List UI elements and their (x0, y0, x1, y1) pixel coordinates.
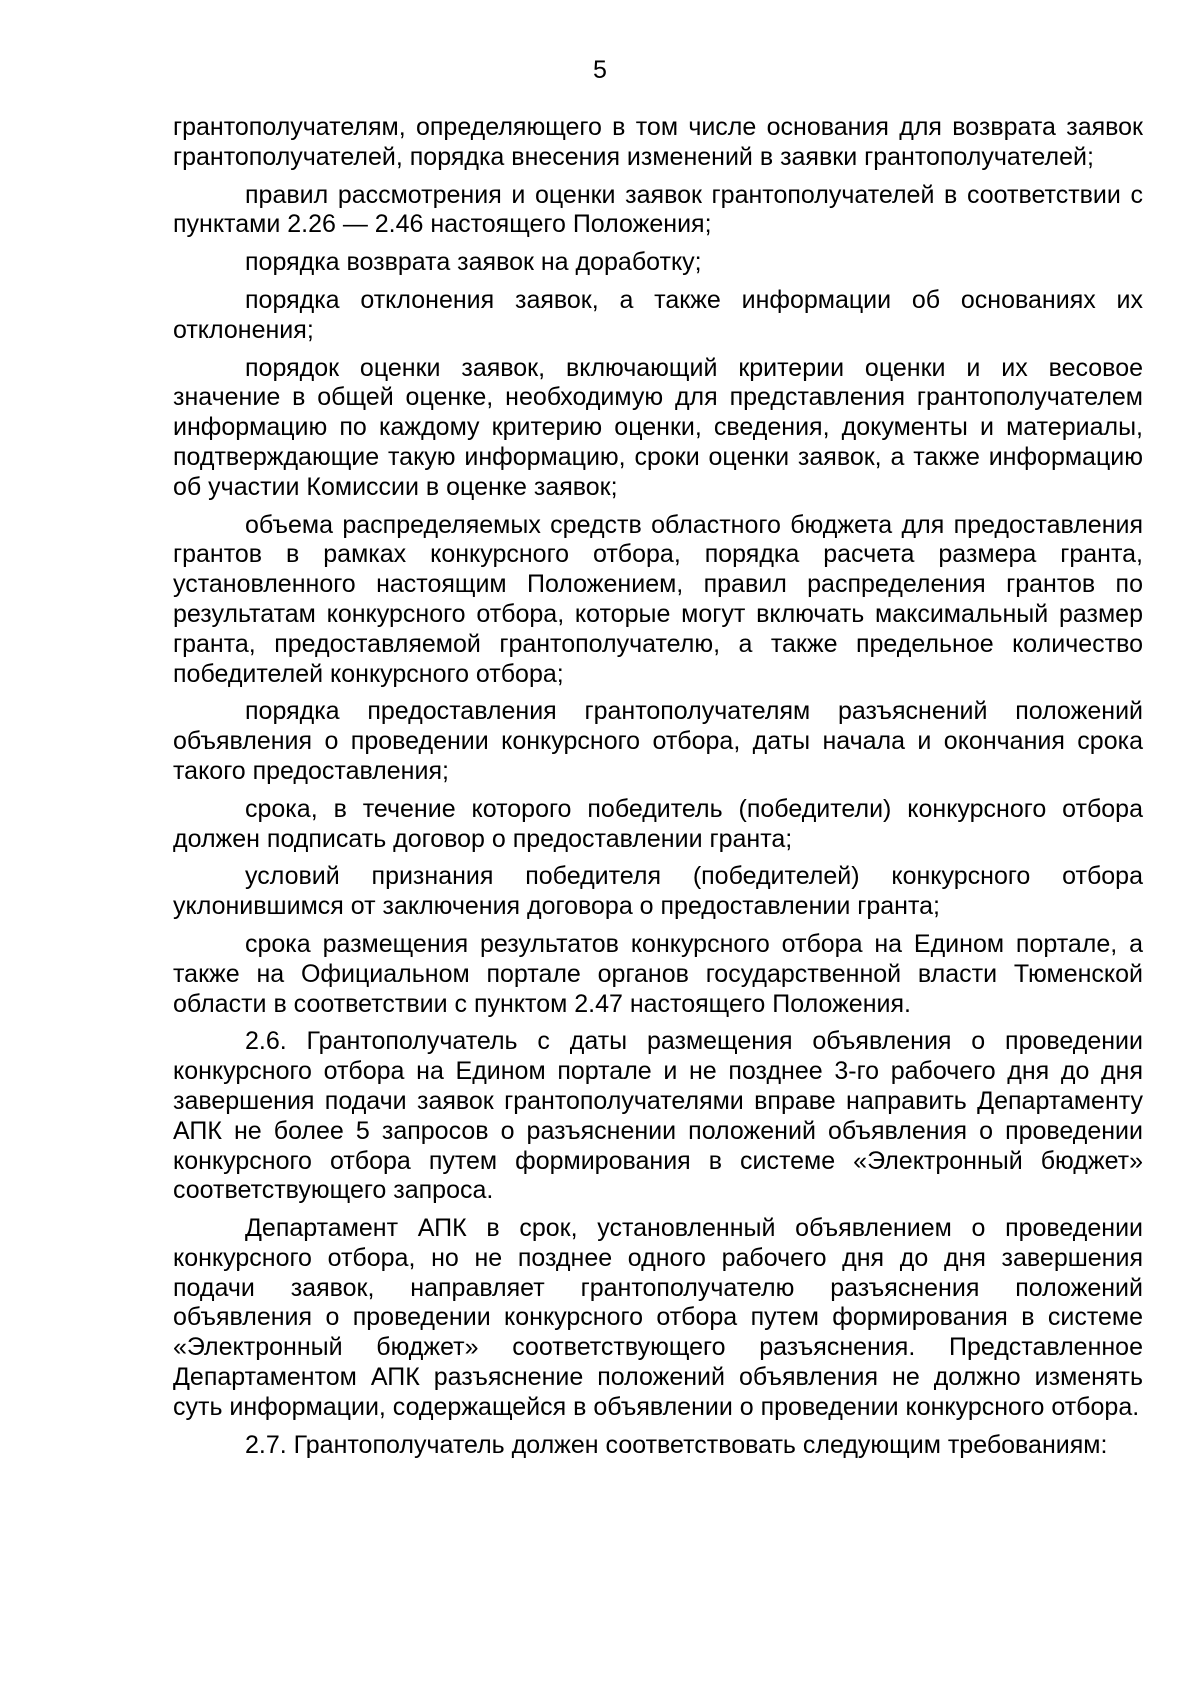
document-body (173, 113, 1143, 1460)
page-number: 5 (593, 56, 607, 84)
paragraph-clarification-procedure: порядка предоставления грантополучателям разъяснений положений объявления о проведении конкурсного отбора, даты начала и окончания срока такого предоставления; (173, 697, 1143, 785)
paragraph-evasion-conditions: условий признания победителя (победителей) конкурсного отбора уклонившимся от заключения договора о предоставлении гранта; (173, 862, 1143, 921)
paragraph-rejection-procedure: порядка отклонения заявок, а также информации об основаниях их отклонения; (173, 285, 1143, 344)
paragraph-review-rules: правил рассмотрения и оценки заявок грантополучателей в соответствии с пунктами 2.26 — 2.46 настоящего Положения; (173, 180, 1143, 239)
paragraph-section-2-6: 2.6. Грантополучатель с даты размещения объявления о проведении конкурсного отбора на Едином портале и не позднее 3-го рабочего дня до дня завершения подачи заявок грантополучателями вправе направить Департаменту АПК не более 5 запросов о разъяснении положений объявления о проведении конкурсного отбора путем формирования в системе «Электронный бюджет» соответствующего запроса. (173, 1027, 1143, 1205)
paragraph-contract-deadline: срока, в течение которого победитель (победители) конкурсного отбора должен подписать договор о предоставлении гранта; (173, 794, 1143, 853)
paragraph-funding-volume: объема распределяемых средств областного бюджета для предоставления грантов в рамках конкурсного отбора, порядка расчета размера гранта, установленного настоящим Положением, правил распределения грантов по результатам конкурсного отбора, которые могут включать максимальный размер гранта, предоставляемой грантополучателю, а также предельное количество победителей конкурсного отбора; (173, 510, 1143, 688)
paragraph-section-2-7: 2.7. Грантополучатель должен соответствовать следующим требованиям: (245, 1430, 1108, 1459)
paragraph-department-clarification: Департамент АПК в срок, установленный объявлением о проведении конкурсного отбора, но не позднее одного рабочего дня до дня завершения подачи заявок, направляет грантополучателю разъяснения положений объявления о проведении конкурсного отбора путем формирования в системе «Электронный бюджет» соответствующего разъяснения. Представленное Департаментом АПК разъяснение положений объявления не должно изменять суть информации, содержащейся в объявлении о проведении конкурсного отбора. (173, 1214, 1143, 1421)
paragraph-results-publication: срока размещения результатов конкурсного отбора на Едином портале, а также на Официальном портале органов государственной власти Тюменской области в соответствии с пунктом 2.47 настоящего Положения. (173, 929, 1143, 1018)
paragraph-evaluation-procedure: порядок оценки заявок, включающий критерии оценки и их весовое значение в общей оценке, необходимую для представления грантополучателем информацию по каждому критерию оценки, сведения, документы и материалы, подтверждающие такую информацию, сроки оценки заявок, а также информацию об участии Комиссии в оценке заявок; (173, 353, 1143, 501)
paragraph-continuation: грантополучателям, определяющего в том числе основания для возврата заявок грантополучателей, порядка внесения изменений в заявки грантополучателей; (173, 113, 1143, 171)
paragraph-return-procedure: порядка возврата заявок на доработку; (245, 248, 702, 277)
